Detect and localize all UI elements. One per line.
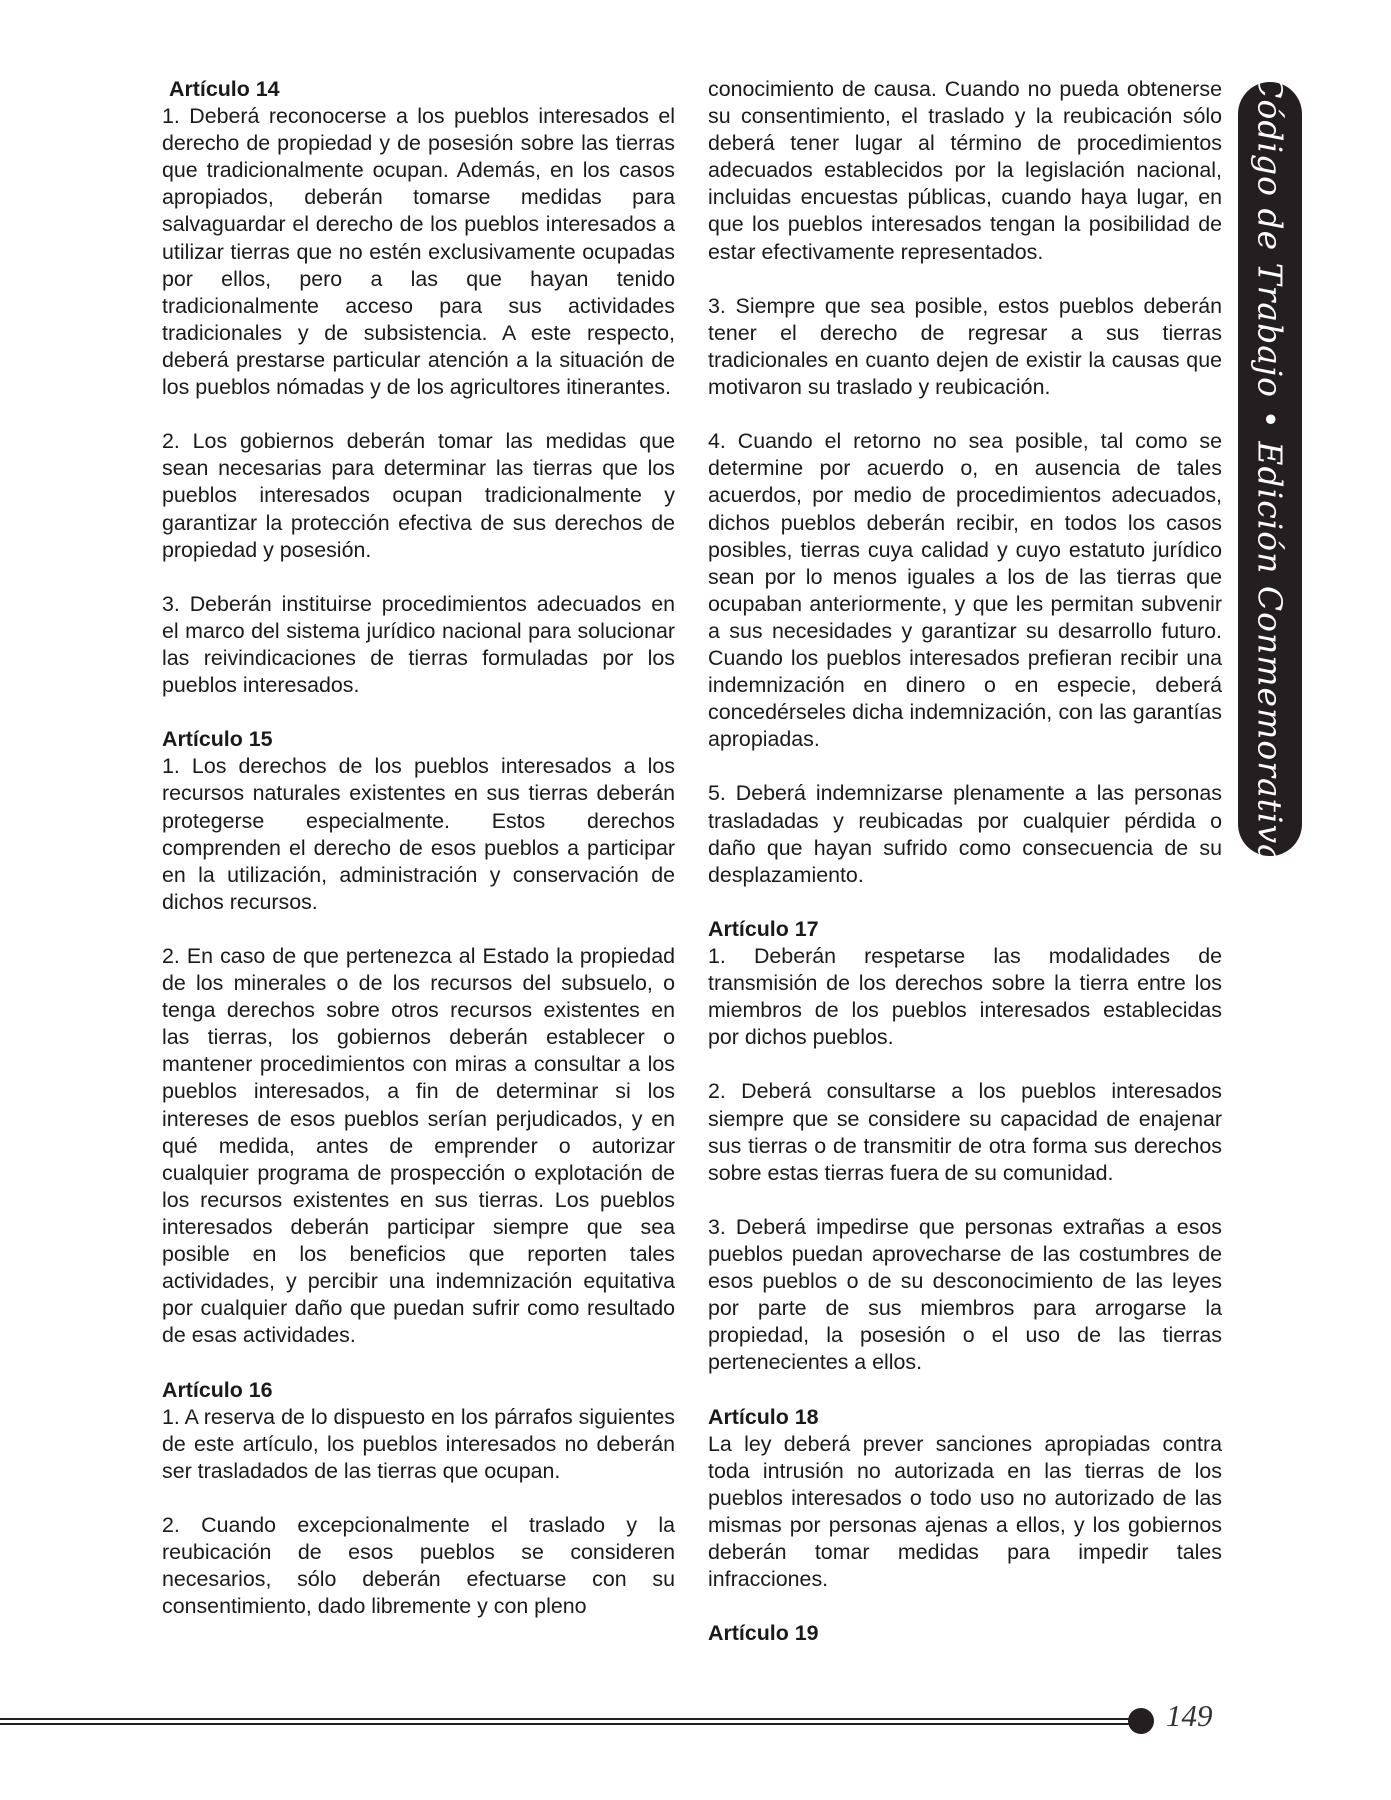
article-16-paragraph-2-end: conocimiento de causa. Cuando no pueda obtenerse su consentimiento, el traslado y la reubicación sólo deberá tener lugar al término de procedimientos adecuados establecidos por la legislación nacional, incluidas encuestas públicas, cuando haya lugar, en que los pueblos interesados tengan la posibilidad de estar efectivamente representados. xyxy=(708,77,1222,264)
footer-bullet xyxy=(1128,1708,1154,1734)
article-15-heading: Artículo 15 xyxy=(162,727,273,752)
article-17-paragraph-1: 1. Deberán respetarse las modalidades de transmisión de los derechos sobre la tierra entre los miembros de los pueblos interesados establecidas por dichos pueblos. xyxy=(708,944,1222,1050)
side-tab-title: Código de Trabajo • Edición Conmemorativa xyxy=(1250,73,1290,865)
article-16-paragraph-1: 1. A reserva de lo dispuesto en los párrafos siguientes de este artículo, los pueblos interesados no deberán ser trasladados de las tierras que ocupan. xyxy=(162,1404,675,1483)
right-column xyxy=(708,76,1222,1647)
article-18-heading: Artículo 18 xyxy=(708,1404,819,1429)
article-14-paragraph-2: 2. Los gobiernos deberán tomar las medidas que sean necesarias para determinar las tierras que los pueblos interesados ocupan tradicionalmente y garantizar la protección efectiva de sus derechos de propiedad y posesión. xyxy=(162,429,675,562)
article-16-paragraph-3: 3. Siempre que sea posible, estos pueblos deberán tener el derecho de regresar a sus tierras tradicionales en cuanto dejen de existir la causas que motivaron su traslado y reubicación. xyxy=(708,293,1222,400)
article-15-paragraph-1: 1. Los derechos de los pueblos interesados a los recursos naturales existentes en sus tierras deberán protegerse especialmente. Estos derechos comprenden el derecho de esos pueblos a participar en la utilización, administración y conservación de dichos recursos. xyxy=(162,754,675,914)
article-14-paragraph-1: 1. Deberá reconocerse a los pueblos interesados el derecho de propiedad y de posesión sobre las tierras que tradicionalmente ocupan. Además, en los casos apropiados, deberán tomarse medidas para salvaguardar el derecho de los pueblos interesados a utilizar tierras que no estén exclusivamente ocupadas por ellos, pero a las que hayan tenido tradicionalmente acceso para sus actividades tradicionales y de subsistencia. A este respecto, deberá prestarse particular atención a la situación de los pueblos nómadas y de los agricultores itinerantes. xyxy=(162,104,675,400)
article-17-heading: Artículo 17 xyxy=(708,916,819,941)
article-16-paragraph-2-start: 2. Cuando excepcionalmente el traslado y la reubicación de esos pueblos se consideren necesarios, sólo deberán efectuarse con su consentimiento, dado libremente y con pleno xyxy=(162,1512,675,1619)
article-17-paragraph-3: 3. Deberá impedirse que personas extrañas a esos pueblos puedan aprovecharse de las costumbres de esos pueblos o de su desconocimiento de las leyes por parte de sus miembros para arrogarse la propiedad, la posesión o el uso de las tierras pertenecientes a ellos. xyxy=(708,1214,1222,1375)
side-tab xyxy=(1238,73,1302,865)
article-16-heading: Artículo 16 xyxy=(162,1377,273,1402)
page-number: 149 xyxy=(1166,1698,1213,1733)
article-16-paragraph-4: 4. Cuando el retorno no sea posible, tal como se determine por acuerdo o, en ausencia de tales acuerdos, por medio de procedimientos adecuados, dichos pueblos deberán recibir, en todos los casos posibles, tierras cuya calidad y cuyo estatuto jurídico sean por lo menos iguales a los de las tierras que ocupaban anteriormente, y que les permitan subvenir a sus necesidades y garantizar su desarrollo futuro. Cuando los pueblos interesados prefieran recibir una indemnización en dinero o en especie, deberá concedérseles dicha indemnización, con las garantías apropiadas. xyxy=(708,429,1222,752)
article-19-heading: Artículo 19 xyxy=(708,1621,819,1646)
article-18-paragraph-1: La ley deberá prever sanciones apropiadas contra toda intrusión no autorizada en las tierras de los pueblos interesados o todo uso no autorizado de las mismas por personas ajenas a ellos, y los gobiernos deberán tomar medidas para impedir tales infracciones. xyxy=(708,1431,1222,1592)
footer-rule xyxy=(0,1718,1148,1725)
article-15-paragraph-2: 2. En caso de que pertenezca al Estado la propiedad de los minerales o de los recursos del subsuelo, o tenga derechos sobre otros recursos existentes en las tierras, los gobiernos deberán establecer o mantener procedimientos con miras a consultar a los pueblos interesados, a fin de determinar si los intereses de esos pueblos serían perjudicados, y en qué medida, antes de emprender o autorizar cualquier programa de prospección o explotación de los recursos existentes en sus tierras. Los pueblos interesados deberán participar siempre que sea posible en los beneficios que reporten tales actividades, y percibir una indemnización equitativa por cualquier daño que puedan sufrir como resultado de esas actividades. xyxy=(162,944,675,1348)
left-column xyxy=(162,76,675,1647)
article-14-heading: Artículo 14 xyxy=(169,77,280,101)
article-14-paragraph-3: 3. Deberán instituirse procedimientos adecuados en el marco del sistema jurídico nacional para solucionar las reivindicaciones de tierras formuladas por los pueblos interesados. xyxy=(162,591,675,698)
article-16-paragraph-5: 5. Deberá indemnizarse plenamente a las personas trasladadas y reubicadas por cualquier pérdida o daño que hayan sufrido como consecuencia de su desplazamiento. xyxy=(708,781,1222,887)
article-17-paragraph-2: 2. Deberá consultarse a los pueblos interesados siempre que se considere su capacidad de enajenar sus tierras o de transmitir de otra forma sus derechos sobre estas tierras fuera de su comunidad. xyxy=(708,1079,1222,1185)
